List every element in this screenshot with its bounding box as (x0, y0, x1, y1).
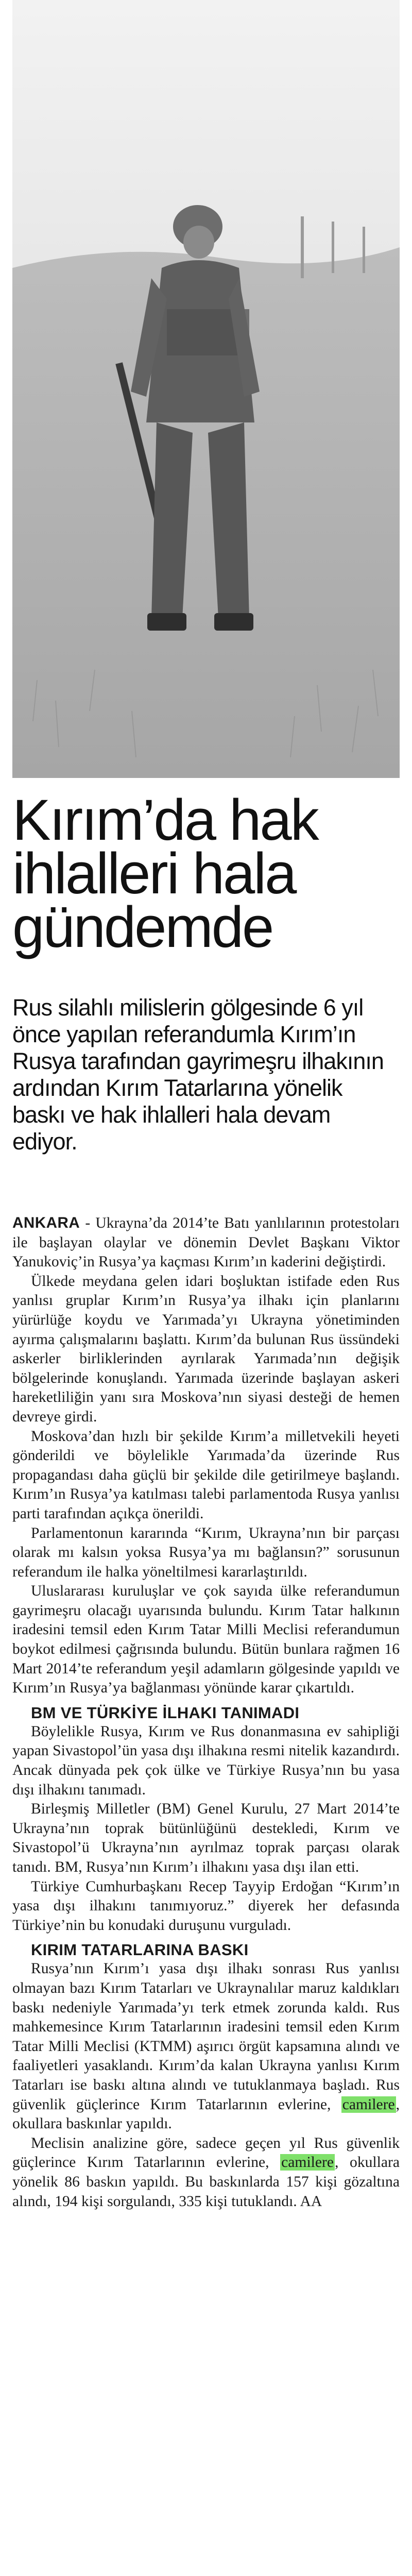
paragraph-6: Böylelikle Rusya, Kırım ve Rus donanmasına ev sahipliği yapan Sivastopol’ün yasa dışı ilhakına resmi nitelik kazandırdı. Ancak dünyada pek çok ülke ve Türkiye Rusya’nın bu yasa dışı ilhakını tanımadı. (12, 1723, 400, 1798)
paragraph-10 (12, 2134, 400, 2211)
soldier-photo (12, 0, 400, 778)
paragraph-1-text: - Ukrayna’da 2014’te Batı yanlılarının protestoları ile başlayan olaylar ve dönemin Devlet Başkanı Viktor Yanukoviç’in Rusya’ya kaçması Kırım’ın kaderini değiştirdi. (12, 1215, 400, 1270)
paragraph-10-text-b: , okullara yönelik 86 baskın yapıldı. Bu baskınlarda 157 kişi gözaltına alındı, 194 kişi sorgulandı, 335 kişi tutuklandı. AA (12, 2154, 400, 2210)
paragraph-8: Türkiye Cumhurbaşkanı Recep Tayyip Erdoğan “Kırım’ın yasa dışı ilhakını tanımıyoruz.” diyerek her defasında Türkiye’nin bu konudaki duruşunu vurguladı. (12, 1878, 400, 1934)
headline-line-2: ihlalleri hala (12, 841, 296, 906)
subhead-un-turkey: BM VE TÜRKİYE İLHAKI TANIMADI (31, 1703, 300, 1722)
paragraph-9-text-b: , okullara baskınlar yapıldı. (12, 2096, 400, 2132)
lead-paragraph: Rus silahlı milislerin gölgesinde 6 yıl önce yapılan referandumla Kırım’ın Rusya tarafından gayrimeşru ilhakının ardından Kırım Tatarlarına yönelik baskı ve hak ihlalleri hala devam ediyor. (12, 994, 384, 1155)
paragraph-3: Moskova’dan hızlı bir şekilde Kırım’a milletvekili heyeti gönderildi ve böylelikle Yarımada’da üzerinde Rus propagandası daha güçlü bir şekilde dile getirilmeye başlandı. Kırım’ın Rusya’ya katılması talebi parlamentoda Rusya yanlısı parti tarafından açıkça önerildi. (12, 1428, 400, 1522)
highlighted-word: camilere (281, 2154, 334, 2171)
paragraph-9-text-a: Rusya’nın Kırım’ı yasa dışı ilhakı sonrası Rus yanlısı olmayan bazı Kırım Tatarları ve Ukraynalılar maruz kaldıkları baskı nedeniyle Yarımada’yı terk etmek zorunda kaldı. Rus mahkemesince Kırım Tatarlarının iradesini temsil eden Kırım Tatar Milli Meclisi (KTMM) aşırıcı örgüt kapsamına alındı ve faaliyetleri yasaklandı. Kırım’da kalan Ukrayna yanlısı Kırım Tatarları ise baskı altına alındı ve tutuklanmaya başladı. Rus güvenlik güçlerince Kırım Tatarlarının evlerine, (12, 1960, 400, 2113)
paragraph-10-text-a: Meclisin analizine göre, sadece geçen yıl Rus güvenlik güçlerince Kırım Tatarlarının evlerine, (12, 2134, 400, 2171)
headline-line-3: gündemde (12, 895, 273, 959)
paragraph-7: Birleşmiş Milletler (BM) Genel Kurulu, 27 Mart 2014’te Ukrayna’nın toprak bütünlüğünü destekledi, Kırım ve Sivastopol’ü Ukrayna’nın ayrılmaz toprak parçası olarak tanıdı. BM, Rusya’nın Kırım’ı ilhakını yasa dışı ilan etti. (12, 1801, 400, 1875)
paragraph-9 (12, 1959, 400, 2133)
paragraph-1 (12, 1213, 400, 1272)
paragraph-5: Uluslararası kuruluşlar ve çok sayıda ülke referandumun gayrimeşru olacağı uyarısında bulundu. Kırım Tatar halkının iradesini temsil eden Kırım Tatar Milli Meclisi referandumun boykot edilmesi çağrısında bulundu. Bütün bunlara rağmen 16 Mart 2014’te referandum yeşil adamların gölgesinde yapıldı ve Kırım’ın Rusya’ya bağlanması yönünde karar çıkartıldı. (12, 1583, 400, 1697)
paragraph-4: Parlamentonun kararında “Kırım, Ukrayna’nın bir parçası olarak mı kalsın yoksa Rusya’ya mı bağlansın?” sorusunun referandum ile halka yöneltilmesi kararlaştırıldı. (12, 1524, 400, 1580)
article-body (12, 1213, 400, 2211)
soldier-photo-illustration (12, 0, 400, 778)
headline-line-1: Kırım’da hak (12, 788, 318, 852)
dateline: ANKARA (12, 1214, 80, 1231)
headline (12, 788, 400, 959)
subhead-crimean-tatars: KIRIM TATARLARINA BASKI (31, 1941, 249, 1959)
paragraph-2: Ülkede meydana gelen idari boşluktan istifade eden Rus yanlısı gruplar Kırım’ın Rusya’ya ilhakı için planlarını yürürlüğe koydu ve Yarımada’yı Ukrayna yönetiminden ayırma çalışmalarını başlattı. Kırım’da bulunan Rus üssündeki askerler birliklerinden ayrılarak Yarımada’nın değişik bölgelerinde konuşlandı. Yarımada üzerinde başlayan askeri hareketliliğin yanı sıra Moskova’nın siyasi desteği de hemen devreye girdi. (12, 1273, 400, 1425)
highlighted-word: camilere (342, 2096, 395, 2113)
